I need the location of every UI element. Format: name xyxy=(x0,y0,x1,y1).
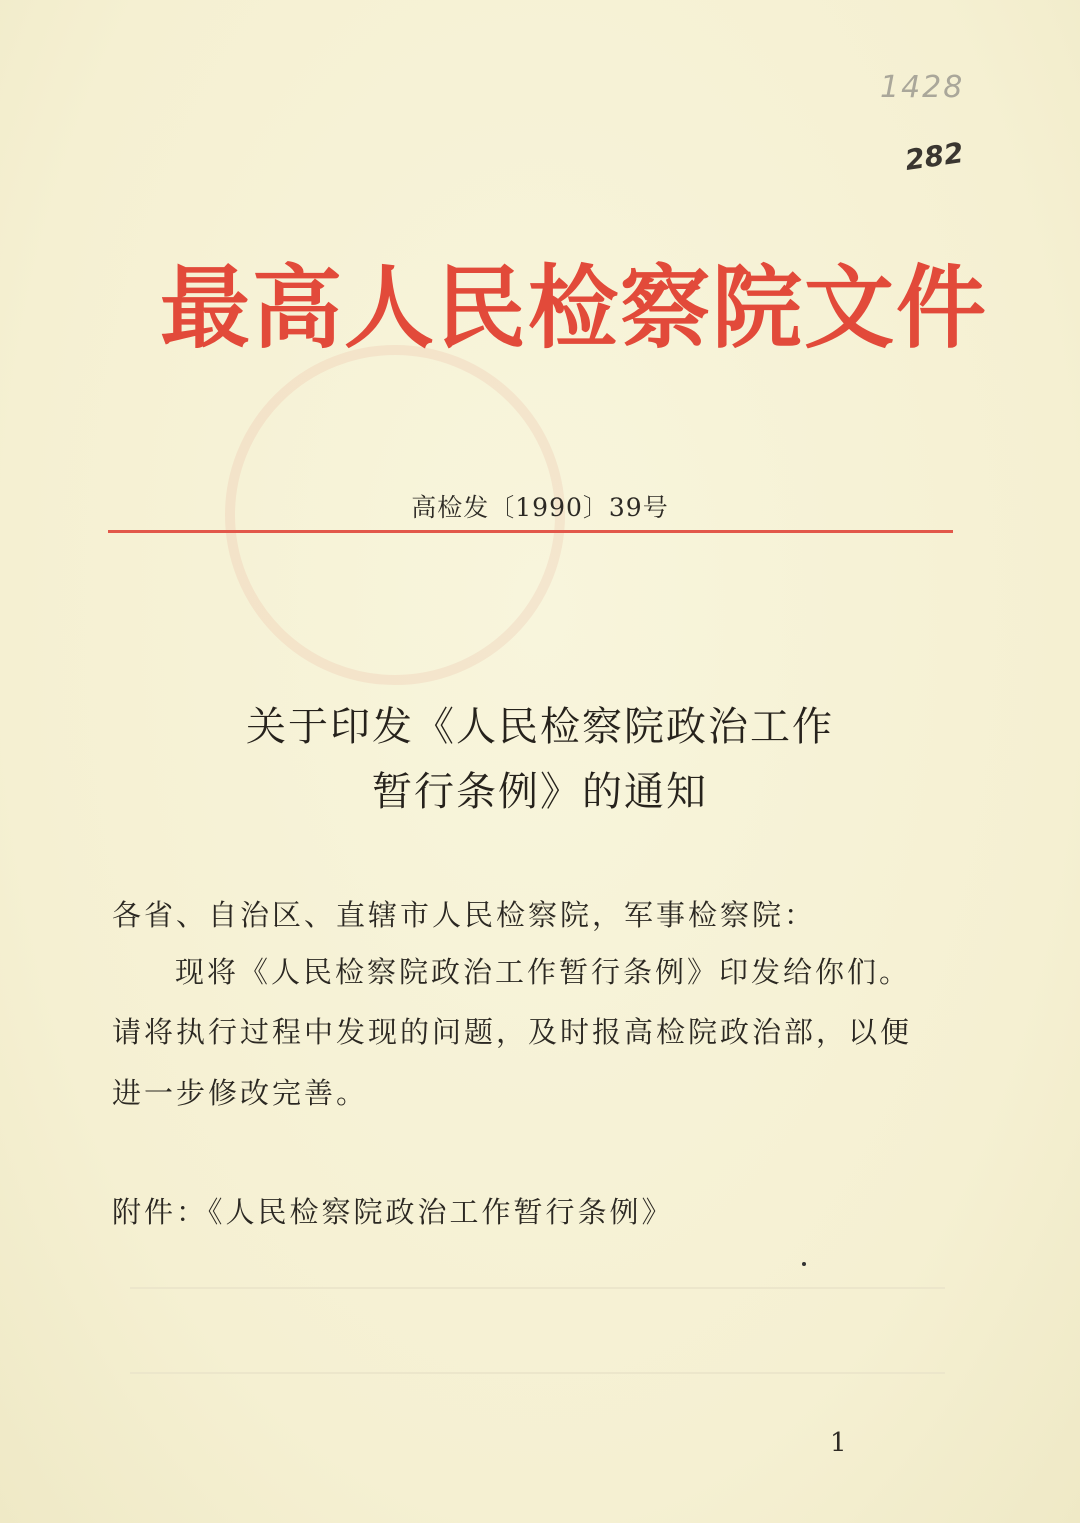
body-paragraph-line-1: 现将《人民检察院政治工作暂行条例》印发给你们。 xyxy=(175,955,912,989)
ink-speck xyxy=(802,1262,806,1266)
handwritten-page-mark: 282 xyxy=(902,136,966,177)
notice-title-line-1: 关于印发《人民检察院政治工作 xyxy=(246,704,834,750)
bleed-through-rule xyxy=(130,1372,945,1374)
notice-title-line-2: 暂行条例》的通知 xyxy=(372,769,708,815)
bleed-through-rule xyxy=(130,1287,945,1289)
document-masthead: 最高人民检察院文件 xyxy=(160,256,988,361)
body-paragraph-line-2: 请将执行过程中发现的问题，及时报高检院政治部，以便 xyxy=(112,1015,913,1049)
body-paragraph-line-3: 进一步修改完善。 xyxy=(112,1076,369,1110)
handwritten-note: 1428 xyxy=(880,70,965,105)
page-number: 1 xyxy=(830,1428,847,1458)
attachment-line: 附件：《人民检察院政治工作暂行条例》 xyxy=(112,1195,674,1229)
red-divider-line xyxy=(108,530,953,533)
document-number: 高检发〔1990〕39号 xyxy=(411,493,669,522)
addressee-line: 各省、自治区、直辖市人民检察院，军事检察院： xyxy=(112,898,817,932)
